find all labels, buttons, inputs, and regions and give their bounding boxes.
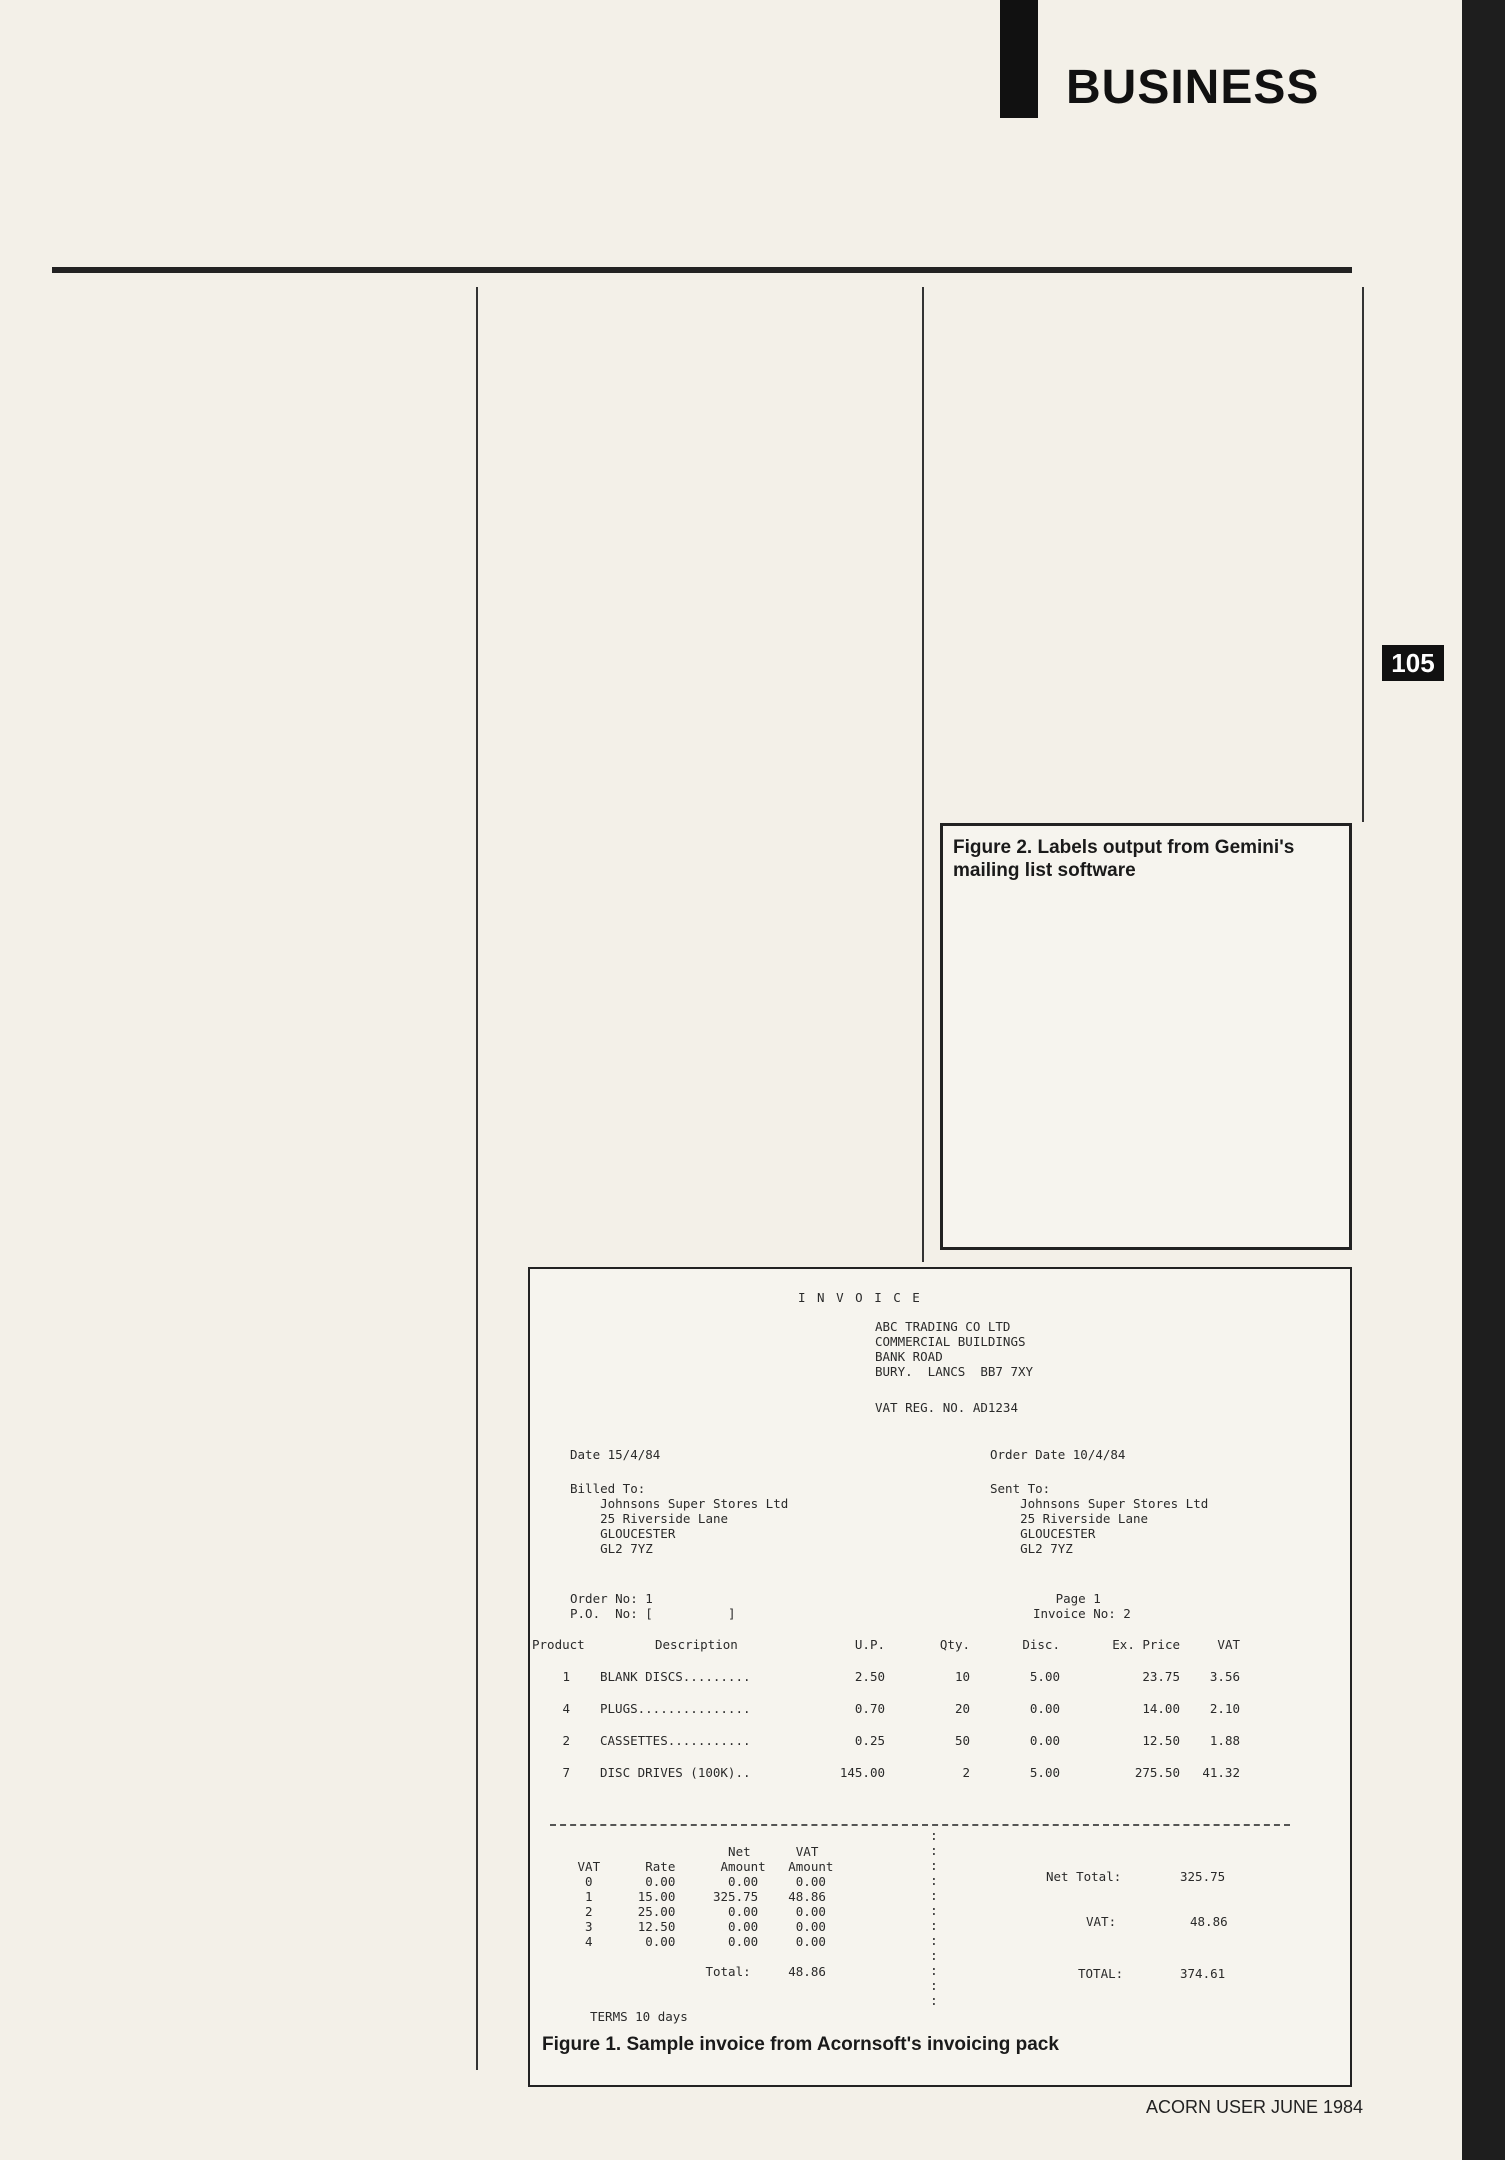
invoice-cell: 20 [954,1701,970,1716]
invoice-cell: 5.00 [1029,1669,1060,1684]
total-label: TOTAL: [1078,1966,1124,1981]
invoice-cell: PLUGS............... [600,1701,751,1716]
invoice-column-header: VAT [1217,1637,1240,1652]
invoice-terms: TERMS 10 days [590,2009,688,2024]
page-edge [1462,0,1505,2160]
invoice-title: I N V O I C E [798,1290,922,1305]
invoice-date: Date 15/4/84 [570,1447,661,1462]
invoice-cell: 2.10 [1209,1701,1240,1716]
vat-value: 48.86 [1190,1914,1228,1929]
section-marker-bar [1000,0,1038,118]
column-1 [52,287,462,2077]
net-total-value: 325.75 [1180,1869,1226,1884]
invoice-order-no: Order No: 1 P.O. No: [ ] [570,1591,736,1621]
invoice-cell: 4 [562,1701,570,1716]
invoice-vat-reg: VAT REG. NO. AD1234 [875,1400,1018,1415]
invoice-cell: 2 [562,1733,570,1748]
invoice-vat-table: Net VAT VAT Rate Amount Amount 0 0.00 0.00 0.00 1 15.00 325.75 48.86 2 25.00 0.00 0.00 3 12.50 0.00 0.00 4 0.00 0.00 0.00 Total: 48.86 [577,1844,834,1979]
column-divider [1362,287,1364,822]
invoice-cell: 50 [954,1733,970,1748]
header-rule [52,267,1352,273]
page-number: 105 [1382,645,1444,681]
column-divider [922,287,924,1262]
invoice-column-header: Description [655,1637,738,1652]
invoice-cell: 275.50 [1134,1765,1180,1780]
invoice-cell: DISC DRIVES (100K).. [600,1765,751,1780]
figure-2 [940,823,1352,1250]
invoice-cell: 145.00 [839,1765,885,1780]
invoice-column-header: U.P. [854,1637,885,1652]
invoice-column-header: Product [532,1637,585,1652]
page-footer: ACORN USER JUNE 1984 [1146,2097,1364,2117]
invoice-cell: BLANK DISCS......... [600,1669,751,1684]
invoice-divider [550,1824,1290,1826]
invoice-cell: 14.00 [1142,1701,1180,1716]
invoice-billed-to: Billed To: Johnsons Super Stores Ltd 25 Riverside Lane GLOUCESTER GL2 7YZ [570,1481,789,1556]
figure-1-caption: Figure 1. Sample invoice from Acornsoft's invoicing pack [542,2034,1059,2055]
invoice-cell: 0.25 [854,1733,885,1748]
invoice-cell: 2.50 [854,1669,885,1684]
invoice-page-info: Page 1 Invoice No: 2 [1033,1591,1131,1621]
invoice-cell: 7 [562,1765,570,1780]
column-divider [476,287,478,2070]
invoice-cell: 3.56 [1209,1669,1240,1684]
invoice-column-header: Qty. [939,1637,970,1652]
invoice-cell: 23.75 [1142,1669,1180,1684]
invoice-company: ABC TRADING CO LTD COMMERCIAL BUILDINGS BANK ROAD BURY. LANCS BB7 7XY [875,1319,1034,1379]
invoice-column-header: Disc. [1022,1637,1060,1652]
invoice-column-header: Ex. Price [1112,1637,1180,1652]
net-total-label: Net Total: [1046,1869,1122,1884]
invoice-order-date: Order Date 10/4/84 [990,1447,1126,1462]
invoice-dotted-separator: : : : : : : : : : : : : [930,1829,938,2009]
invoice-cell: 5.00 [1029,1765,1060,1780]
invoice-cell: 0.00 [1029,1701,1060,1716]
invoice-sent-to: Sent To: Johnsons Super Stores Ltd 25 Riverside Lane GLOUCESTER GL2 7YZ [990,1481,1209,1556]
figure-1 [528,1267,1352,2087]
invoice-cell: 1.88 [1209,1733,1240,1748]
invoice-cell: 2 [962,1765,970,1780]
vat-label: VAT: [1086,1914,1117,1929]
invoice-cell: 12.50 [1142,1733,1180,1748]
invoice-cell: 10 [954,1669,970,1684]
section-title: BUSINESS [1066,61,1320,114]
invoice-cell: CASSETTES........... [600,1733,751,1748]
invoice-cell: 0.00 [1029,1733,1060,1748]
invoice-cell: 0.70 [854,1701,885,1716]
total-value: 374.61 [1180,1966,1226,1981]
invoice-cell: 1 [562,1669,570,1684]
figure-2-caption: Figure 2. Labels output from Gemini's mailing list software [953,837,1295,881]
invoice-cell: 41.32 [1202,1765,1240,1780]
